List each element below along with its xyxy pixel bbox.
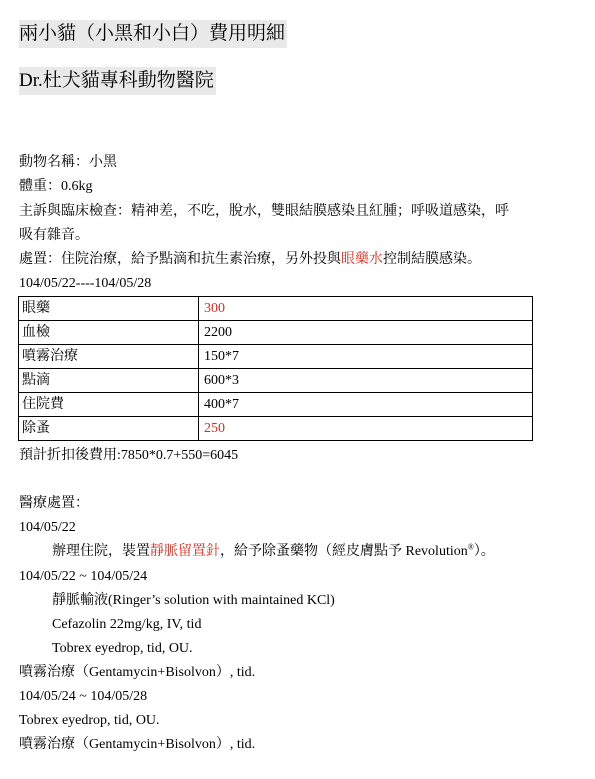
medical-date-3: 104/05/24 ~ 104/05/28: [19, 689, 148, 704]
treatment-text: 處置：住院治療，給予點滴和抗生素治療，另外投與: [19, 252, 341, 267]
fee-amount: 150*7: [199, 345, 533, 369]
fee-amount: 2200: [199, 321, 533, 345]
fee-row: [19, 417, 533, 441]
fee-row: [19, 393, 533, 417]
fee-row: [19, 345, 533, 369]
fee-item: 住院費: [19, 393, 199, 417]
medical-entry-3-1: Tobrex eyedrop, tid, OU.: [19, 713, 160, 728]
fee-row: [19, 297, 533, 321]
fee-amount: 600*3: [199, 369, 533, 393]
medical-entry-2-2: Cefazolin 22mg/kg, IV, tid: [52, 617, 202, 632]
fee-item: 點滴: [19, 369, 199, 393]
estimated-cost: 預計折扣後費用:7850*0.7+550=6045: [19, 448, 239, 463]
entry-iv-catheter: 靜脈留置針: [150, 544, 220, 559]
medical-date-2: 104/05/22 ~ 104/05/24: [19, 569, 148, 584]
medical-entry-1: [52, 541, 495, 563]
treatment-text-end: 控制結膜感染。: [383, 252, 481, 267]
fee-row: [19, 321, 533, 345]
fee-row: [19, 369, 533, 393]
complaint-line-2: 吸有雜音。: [19, 228, 89, 243]
fee-item: 噴霧治療: [19, 345, 199, 369]
animal-name: 動物名稱：小黑: [19, 155, 117, 170]
date-range: 104/05/22----104/05/28: [19, 276, 152, 291]
medical-entry-3-2: 噴霧治療（Gentamycin+Bisolvon）, tid.: [19, 737, 256, 752]
fee-item: 除蚤: [19, 417, 199, 441]
treatment-line: [19, 249, 481, 271]
complaint-line-1: 主訴與臨床檢查：精神差，不吃，脫水，雙眼結膜感染且紅腫；呼吸道感染，呼: [19, 204, 509, 219]
document-title: 兩小貓（小黑和小白）費用明細: [19, 20, 287, 48]
fee-item: 眼藥: [19, 297, 199, 321]
animal-weight: 體重：0.6kg: [19, 179, 93, 194]
registered-mark: ®: [467, 542, 474, 552]
medical-date-1: 104/05/22: [19, 520, 76, 535]
entry-text-end: ）。: [473, 544, 495, 559]
fee-amount: 400*7: [199, 393, 533, 417]
fee-item: 血檢: [19, 321, 199, 345]
medical-entry-2-3: Tobrex eyedrop, tid, OU.: [52, 641, 193, 656]
treatment-eyedrops: 眼藥水: [341, 252, 383, 267]
medical-heading: 醫療處置：: [19, 496, 89, 511]
fee-table: [18, 296, 533, 441]
fee-table-body: [19, 297, 533, 441]
entry-text-mid: ，給予除蚤藥物（經皮膚點予 Revolution: [220, 544, 468, 559]
fee-amount: 300: [199, 297, 533, 321]
medical-entry-2-4: 噴霧治療（Gentamycin+Bisolvon）, tid.: [19, 665, 256, 680]
fee-amount: 250: [199, 417, 533, 441]
medical-entry-2-1: 靜脈輸液(Ringer’s solution with maintained KCl): [52, 593, 335, 608]
entry-text: 辦理住院，裝置: [52, 544, 150, 559]
clinic-name: Dr.杜犬貓專科動物醫院: [19, 67, 216, 95]
